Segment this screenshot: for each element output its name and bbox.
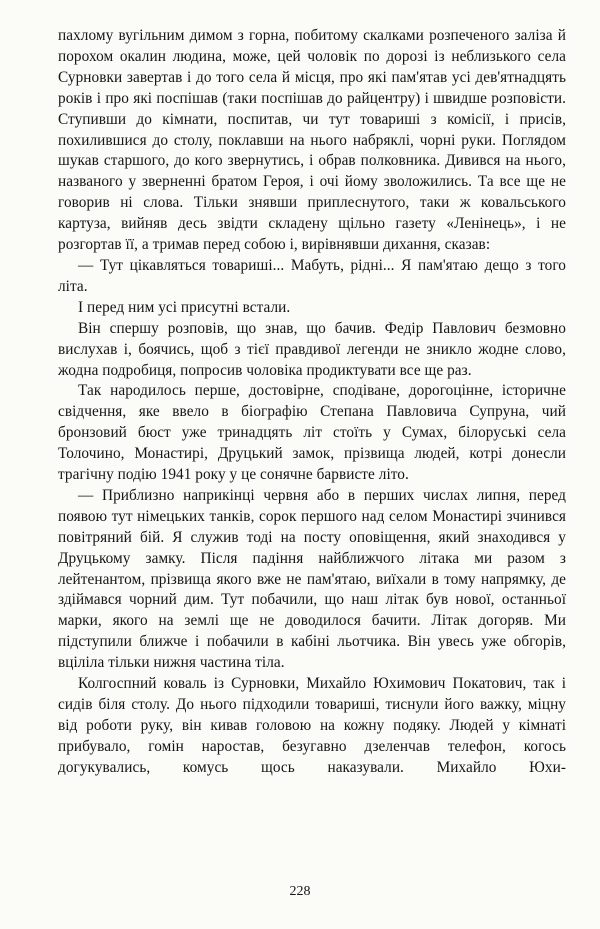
body-text bbox=[58, 26, 566, 779]
paragraph: — Тут цікавляться товариші... Мабуть, рідні... Я пам'ятаю дещо з того літа. bbox=[58, 256, 566, 295]
paragraph: Колгоспний коваль із Сурновки, Михайло Юхимович Покатович, так і сидів біля столу. До нього підходили товариші, тиснули його важку, міцну від роботи руку, він кивав головою на кожну подяку. Людей у кімнаті прибувало, гомін наростав, безугавно дзеленчав телефон, когось догукувались, комусь щось наказували. Михайло Юхи- bbox=[58, 675, 566, 776]
page-number: 228 bbox=[289, 884, 311, 899]
paragraph: І перед ним усі присутні встали. bbox=[78, 298, 291, 316]
paragraph: Так народилось перше, достовірне, сподіване, дорогоцінне, історичне свідчення, яке ввело в біографію Степана Павловича Супруна, чий бронзовий бюст уже тринадцять літ стоїть у Сумах, білоруські села Толочино, Монастирі, Друцький замок, прізвища людей, котрі донесли трагічну подію 1941 року у це сонячне барвисте літо. bbox=[58, 382, 566, 484]
paragraph: — Приблизно наприкінці червня або в перших числах липня, перед появою тут німецьких танків, сорок першого над селом Монастирі зчинився повітряний бій. Я служив тоді на посту оповіщення, який знаходився у Друцькому замку. Після падіння найближчого літака ми разом з лейтенантом, прізвища якого вже не пам'ятаю, виїхали в тому напрямку, де здіймався чорний дим. Тут побачили, що наш літак був нової, останньої марки, якого на землі ще не доводилося бачити. Літак догоряв. Ми підступили ближче і побачили в кабіні льотчика. Він увесь уже обгорів, вціліла тільки нижня частина тіла. bbox=[58, 486, 566, 672]
paragraph: пахлому вугільним димом з горна, побитому скалками розпеченого заліза й порохом окалин людина, може, цей чоловік по дорозі із неблизького села Сурновки завертав і до того села й місця, про які пам'ятав усі дев'ятнадцять років і про які поспішав (таки поспішав до райцентру) і швидше розповісти. Ступивши до кімнати, поспитав, чи тут товариші з комісії, і присів, похилившися до столу, поклавши на нього набряклі, чорні руки. Поглядом шукав старшого, до кого звернутись, і обрав полковника. Дивився на нього, названого у зверненні братом Героя, і очі йому зволожились. Та все ще не говорив ні слова. Тільки знявши приплеснутого, таки ж ковальського картуза, вийняв десь звідти складену щільно газету «Ленінець», і не розгортав її, а тримав перед собою і, вирівнявши дихання, сказав: bbox=[58, 27, 566, 254]
paragraph: Він спершу розповів, що знав, що бачив. Федір Павлович безмовно вислухав і, боячись, щоб з тієї правдивої легенди не зникло жодне слово, жодна подробиця, попросив чоловіка продиктувати все ще раз. bbox=[58, 319, 566, 379]
